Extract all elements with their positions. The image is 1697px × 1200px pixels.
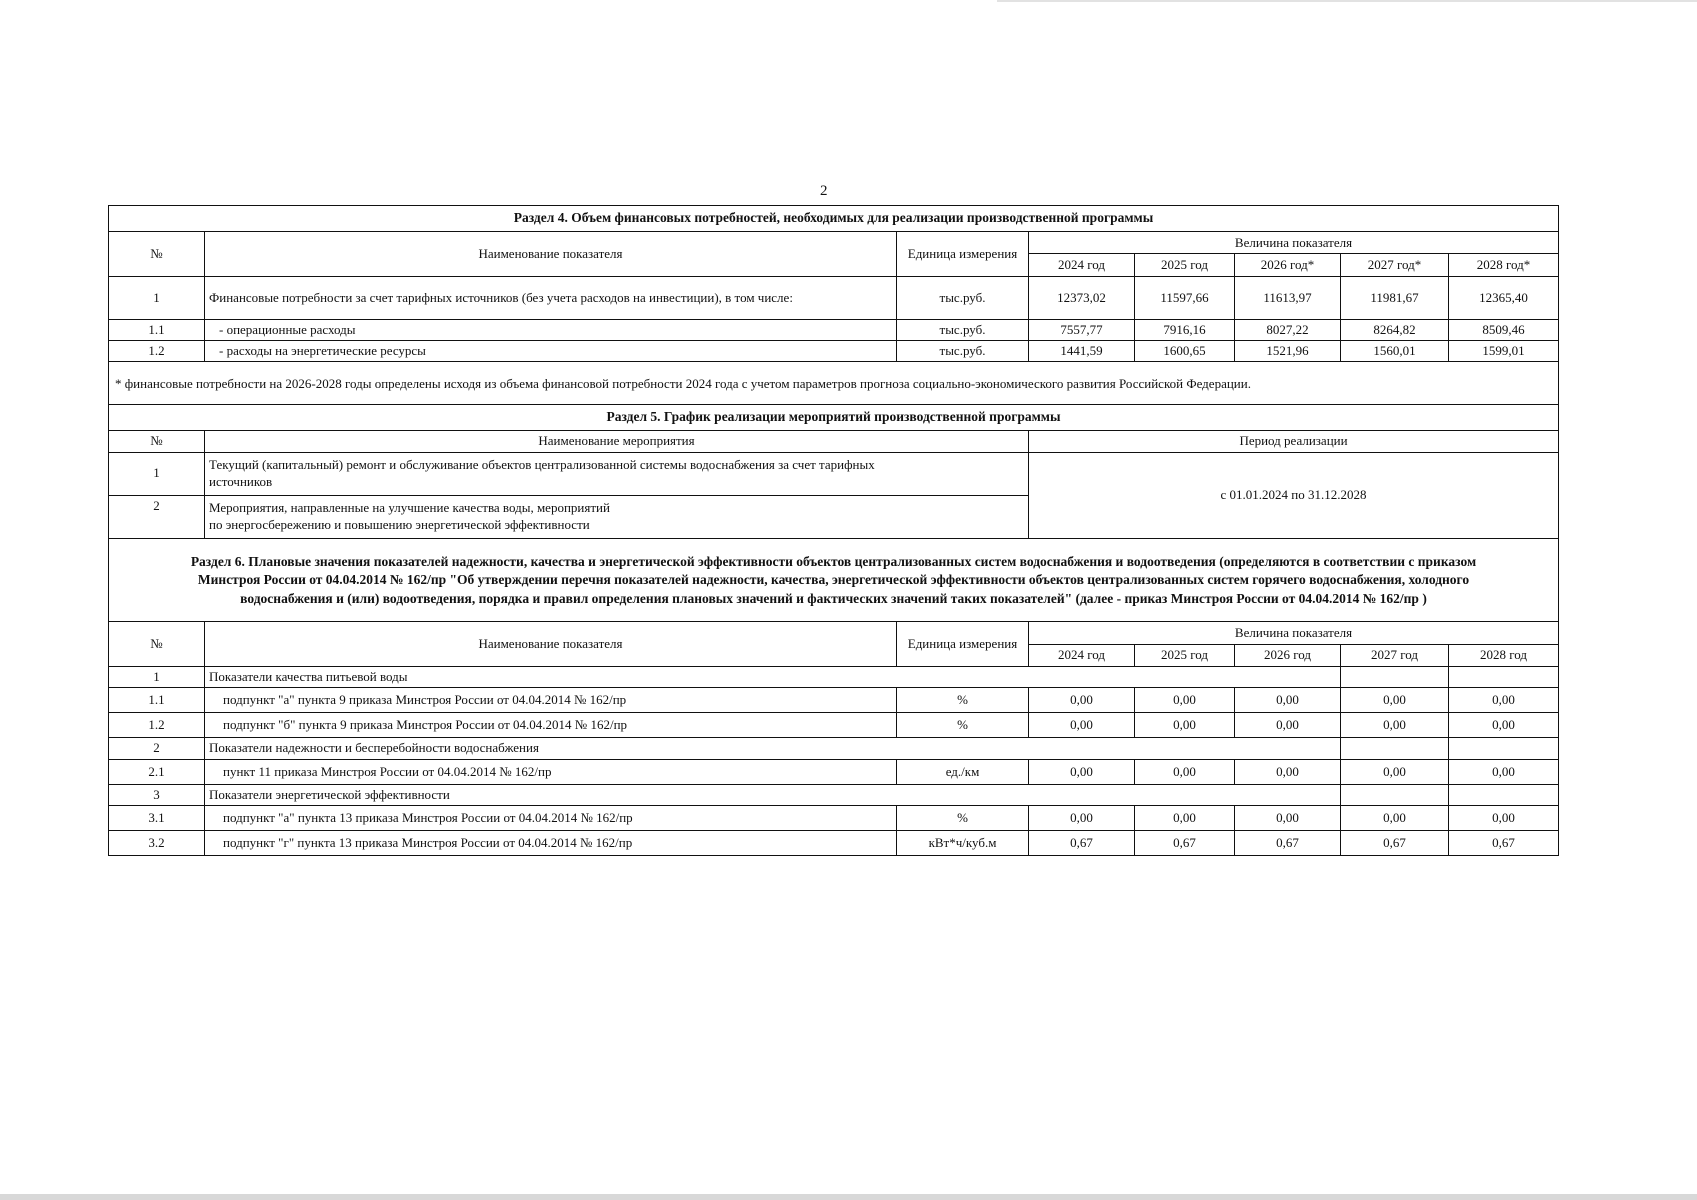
header-unit: Единица измерения xyxy=(897,622,1029,667)
page-number: 2 xyxy=(820,183,828,199)
section5-title-row xyxy=(109,405,1559,431)
empty-cell xyxy=(1341,667,1449,688)
table-row xyxy=(109,688,1559,713)
row-value: 0,00 xyxy=(1341,759,1449,784)
header-no: № xyxy=(109,622,205,667)
row-value: 0,00 xyxy=(1449,713,1559,738)
section4-header-row-1 xyxy=(109,231,1559,254)
row-event-name-line: Мероприятия, направленные на улучшение качества воды, мероприятий xyxy=(209,500,610,516)
header-unit: Единица измерения xyxy=(897,231,1029,276)
row-value: 0,67 xyxy=(1135,830,1235,855)
header-year: 2024 год xyxy=(1029,644,1135,667)
empty-cell xyxy=(1449,667,1559,688)
header-year: 2025 год xyxy=(1135,644,1235,667)
row-value: 1600,65 xyxy=(1135,341,1235,362)
row-value: 11597,66 xyxy=(1135,276,1235,319)
row-value: 0,67 xyxy=(1449,830,1559,855)
row-value: 0,00 xyxy=(1235,688,1341,713)
row-unit: тыс.руб. xyxy=(897,319,1029,340)
period-value: с 01.01.2024 по 31.12.2028 xyxy=(1029,452,1559,538)
row-value: 0,67 xyxy=(1341,830,1449,855)
row-value: 0,00 xyxy=(1135,688,1235,713)
section6-title-row xyxy=(109,538,1559,622)
section5-header-row xyxy=(109,431,1559,452)
section4-title-row xyxy=(109,206,1559,232)
scan-edge-top xyxy=(997,0,1697,2)
row-value: 0,00 xyxy=(1135,759,1235,784)
row-value: 0,00 xyxy=(1135,805,1235,830)
row-name: - операционные расходы xyxy=(205,319,897,340)
section4-footnote: * финансовые потребности на 2026-2028 годы определены исходя из объема финансовой потребности 2024 года с учетом параметров прогноза социально-экономического развития Российской Федерации. xyxy=(109,362,1559,405)
scan-edge-bottom xyxy=(0,1194,1697,1200)
row-unit: тыс.руб. xyxy=(897,276,1029,319)
row-unit: тыс.руб. xyxy=(897,341,1029,362)
row-name: пункт 11 приказа Минстроя России от 04.04.2014 № 162/пр xyxy=(205,759,897,784)
row-name: подпункт "б" пункта 9 приказа Минстроя России от 04.04.2014 № 162/пр xyxy=(205,713,897,738)
row-group-name: Показатели качества питьевой воды xyxy=(205,667,1341,688)
row-value: 8264,82 xyxy=(1341,319,1449,340)
row-value: 0,00 xyxy=(1235,759,1341,784)
row-no: 2.1 xyxy=(109,759,205,784)
row-group-name: Показатели надежности и бесперебойности водоснабжения xyxy=(205,738,1341,759)
row-value: 0,00 xyxy=(1449,688,1559,713)
header-year: 2028 год xyxy=(1449,644,1559,667)
row-event-name-line: Текущий (капитальный) ремонт и обслуживание объектов централизованной системы водоснабжения за счет тарифных xyxy=(209,457,875,473)
header-year: 2027 год* xyxy=(1341,254,1449,277)
header-no: № xyxy=(109,231,205,276)
row-value: 0,00 xyxy=(1135,713,1235,738)
table-row xyxy=(109,805,1559,830)
section5-title: Раздел 5. График реализации мероприятий производственной программы xyxy=(109,405,1559,431)
row-value: 0,00 xyxy=(1235,713,1341,738)
row-group-name: Показатели энергетической эффективности xyxy=(205,784,1341,805)
row-no: 1.1 xyxy=(109,319,205,340)
row-value: 11981,67 xyxy=(1341,276,1449,319)
header-year: 2025 год xyxy=(1135,254,1235,277)
section6-title-line: Раздел 6. Плановые значения показателей надежности, качества и энергетической эффективности объектов централизованных систем водоснабжения и водоотведения (определяются в соответствии с приказом xyxy=(190,553,1477,569)
row-no: 1.1 xyxy=(109,688,205,713)
row-no: 2 xyxy=(109,495,205,538)
row-name: Финансовые потребности за счет тарифных источников (без учета расходов на инвестиции), в том числе: xyxy=(205,276,897,319)
empty-cell xyxy=(1341,784,1449,805)
empty-cell xyxy=(1341,738,1449,759)
row-value: 0,00 xyxy=(1341,713,1449,738)
row-value: 8509,46 xyxy=(1449,319,1559,340)
row-event-name-line: источников xyxy=(209,473,273,489)
row-value: 0,00 xyxy=(1029,688,1135,713)
document-body xyxy=(108,205,1558,856)
header-year: 2026 год xyxy=(1235,644,1341,667)
row-value: 11613,97 xyxy=(1235,276,1341,319)
main-table xyxy=(108,205,1559,856)
header-year: 2028 год* xyxy=(1449,254,1559,277)
table-group-row xyxy=(109,667,1559,688)
row-name: подпункт "а" пункта 9 приказа Минстроя России от 04.04.2014 № 162/пр xyxy=(205,688,897,713)
row-value: 0,67 xyxy=(1235,830,1341,855)
row-unit: % xyxy=(897,688,1029,713)
row-no: 3.1 xyxy=(109,805,205,830)
empty-cell xyxy=(1449,738,1559,759)
table-row xyxy=(109,341,1559,362)
row-value: 0,00 xyxy=(1235,805,1341,830)
table-row xyxy=(109,452,1559,495)
row-value: 1521,96 xyxy=(1235,341,1341,362)
row-value: 12365,40 xyxy=(1449,276,1559,319)
header-value: Величина показателя xyxy=(1029,622,1559,645)
section6-header-row-1 xyxy=(109,622,1559,645)
row-value: 12373,02 xyxy=(1029,276,1135,319)
row-value: 0,00 xyxy=(1341,805,1449,830)
header-period: Период реализации xyxy=(1029,431,1559,452)
section6-title-line: Минстроя России от 04.04.2014 № 162/пр "Об утверждении перечня показателей надежности, качества, энергетической эффективности объектов централизованных систем горячего водоснабжения, холодного xyxy=(197,572,1470,588)
row-value: 7557,77 xyxy=(1029,319,1135,340)
row-value: 0,00 xyxy=(1029,759,1135,784)
row-value: 0,00 xyxy=(1341,688,1449,713)
table-row xyxy=(109,713,1559,738)
row-unit: % xyxy=(897,805,1029,830)
row-value: 8027,22 xyxy=(1235,319,1341,340)
row-unit: кВт*ч/куб.м xyxy=(897,830,1029,855)
section6-title xyxy=(109,538,1559,622)
row-event-name xyxy=(205,495,1029,538)
section4-title: Раздел 4. Объем финансовых потребностей, необходимых для реализации производственной программы xyxy=(109,206,1559,232)
row-no: 1.2 xyxy=(109,341,205,362)
table-row xyxy=(109,319,1559,340)
row-unit: % xyxy=(897,713,1029,738)
row-value: 1599,01 xyxy=(1449,341,1559,362)
row-name: - расходы на энергетические ресурсы xyxy=(205,341,897,362)
row-unit: ед./км xyxy=(897,759,1029,784)
header-event-name: Наименование мероприятия xyxy=(205,431,1029,452)
header-year: 2024 год xyxy=(1029,254,1135,277)
table-row xyxy=(109,830,1559,855)
header-value: Величина показателя xyxy=(1029,231,1559,254)
header-year: 2027 год xyxy=(1341,644,1449,667)
row-no: 1 xyxy=(109,276,205,319)
section6-title-line: водоснабжения и (или) водоотведения, порядка и правил определения плановых значений и фактических значений таких показателей" (далее - приказ Минстроя России от 04.04.2014 № 162/пр ) xyxy=(240,591,1427,607)
row-no: 1 xyxy=(109,452,205,495)
header-name: Наименование показателя xyxy=(205,622,897,667)
row-value: 0,00 xyxy=(1029,805,1135,830)
row-no: 1.2 xyxy=(109,713,205,738)
row-no: 2 xyxy=(109,738,205,759)
header-no: № xyxy=(109,431,205,452)
row-event-name xyxy=(205,452,1029,495)
header-name: Наименование показателя xyxy=(205,231,897,276)
row-no: 3 xyxy=(109,784,205,805)
row-value: 1560,01 xyxy=(1341,341,1449,362)
row-value: 0,00 xyxy=(1449,805,1559,830)
row-value: 1441,59 xyxy=(1029,341,1135,362)
row-value: 0,00 xyxy=(1029,713,1135,738)
table-group-row xyxy=(109,784,1559,805)
row-name: подпункт "г" пункта 13 приказа Минстроя России от 04.04.2014 № 162/пр xyxy=(205,830,897,855)
row-no: 1 xyxy=(109,667,205,688)
table-group-row xyxy=(109,738,1559,759)
empty-cell xyxy=(1449,784,1559,805)
table-row xyxy=(109,759,1559,784)
header-year: 2026 год* xyxy=(1235,254,1341,277)
row-no: 3.2 xyxy=(109,830,205,855)
row-value: 0,67 xyxy=(1029,830,1135,855)
table-row xyxy=(109,276,1559,319)
row-value: 7916,16 xyxy=(1135,319,1235,340)
row-value: 0,00 xyxy=(1449,759,1559,784)
row-event-name-line: по энергосбережению и повышению энергетической эффективности xyxy=(209,516,590,532)
section4-note-row xyxy=(109,362,1559,405)
row-name: подпункт "а" пункта 13 приказа Минстроя России от 04.04.2014 № 162/пр xyxy=(205,805,897,830)
